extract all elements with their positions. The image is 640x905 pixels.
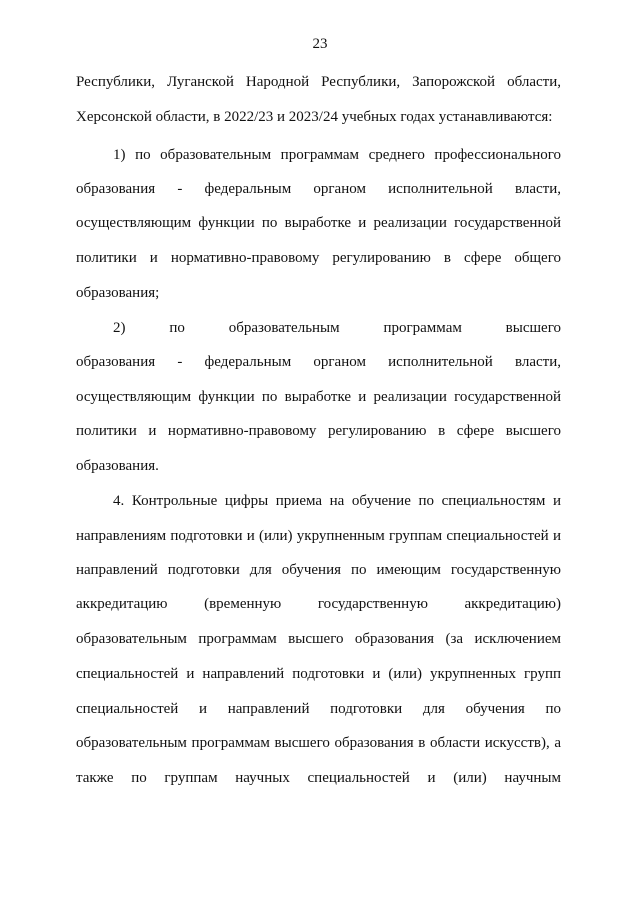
text-line: специальностей и направлений подготовки для обучения по — [76, 701, 561, 717]
text-line: образования; — [76, 285, 160, 301]
text-line: Херсонской области, в 2022/23 и 2023/24 учебных годах устанавливаются: — [76, 109, 553, 125]
paragraph-4-line: 4. Контрольные цифры приема на обучение по специальностям и — [113, 493, 561, 509]
text-line: политики и нормативно-правовому регулированию в сфере высшего — [76, 423, 561, 439]
text-line: образования - федеральным органом исполнительной власти, — [76, 181, 561, 197]
text-line: специальностей и направлений подготовки и (или) укрупненных групп — [76, 666, 561, 682]
text-line: осуществляющим функции по выработке и реализации государственной — [76, 389, 561, 405]
text-line: образовательным программам высшего образования в области искусств), а — [76, 735, 561, 751]
text-line: аккредитацию (временную государственную аккредитацию) — [76, 596, 561, 612]
text-line: образовательным программам высшего образования (за исключением — [76, 631, 561, 647]
text-line: образования. — [76, 458, 159, 474]
text-line: направлениям подготовки и (или) укрупненным группам специальностей и — [76, 528, 561, 544]
text-line: Республики, Луганской Народной Республики, Запорожской области, — [76, 74, 561, 90]
list-item-2-line: 2) по образовательным программам высшего — [113, 320, 561, 336]
text-line: образования - федеральным органом исполнительной власти, — [76, 354, 561, 370]
text-line: осуществляющим функции по выработке и реализации государственной — [76, 215, 561, 231]
text-line: политики и нормативно-правовому регулированию в сфере общего — [76, 250, 561, 266]
list-item-1-line: 1) по образовательным программам среднего профессионального — [113, 147, 561, 163]
page-number: 23 — [312, 36, 328, 52]
text-line: направлений подготовки для обучения по имеющим государственную — [76, 562, 561, 578]
text-line: также по группам научных специальностей и (или) научным — [76, 770, 561, 786]
